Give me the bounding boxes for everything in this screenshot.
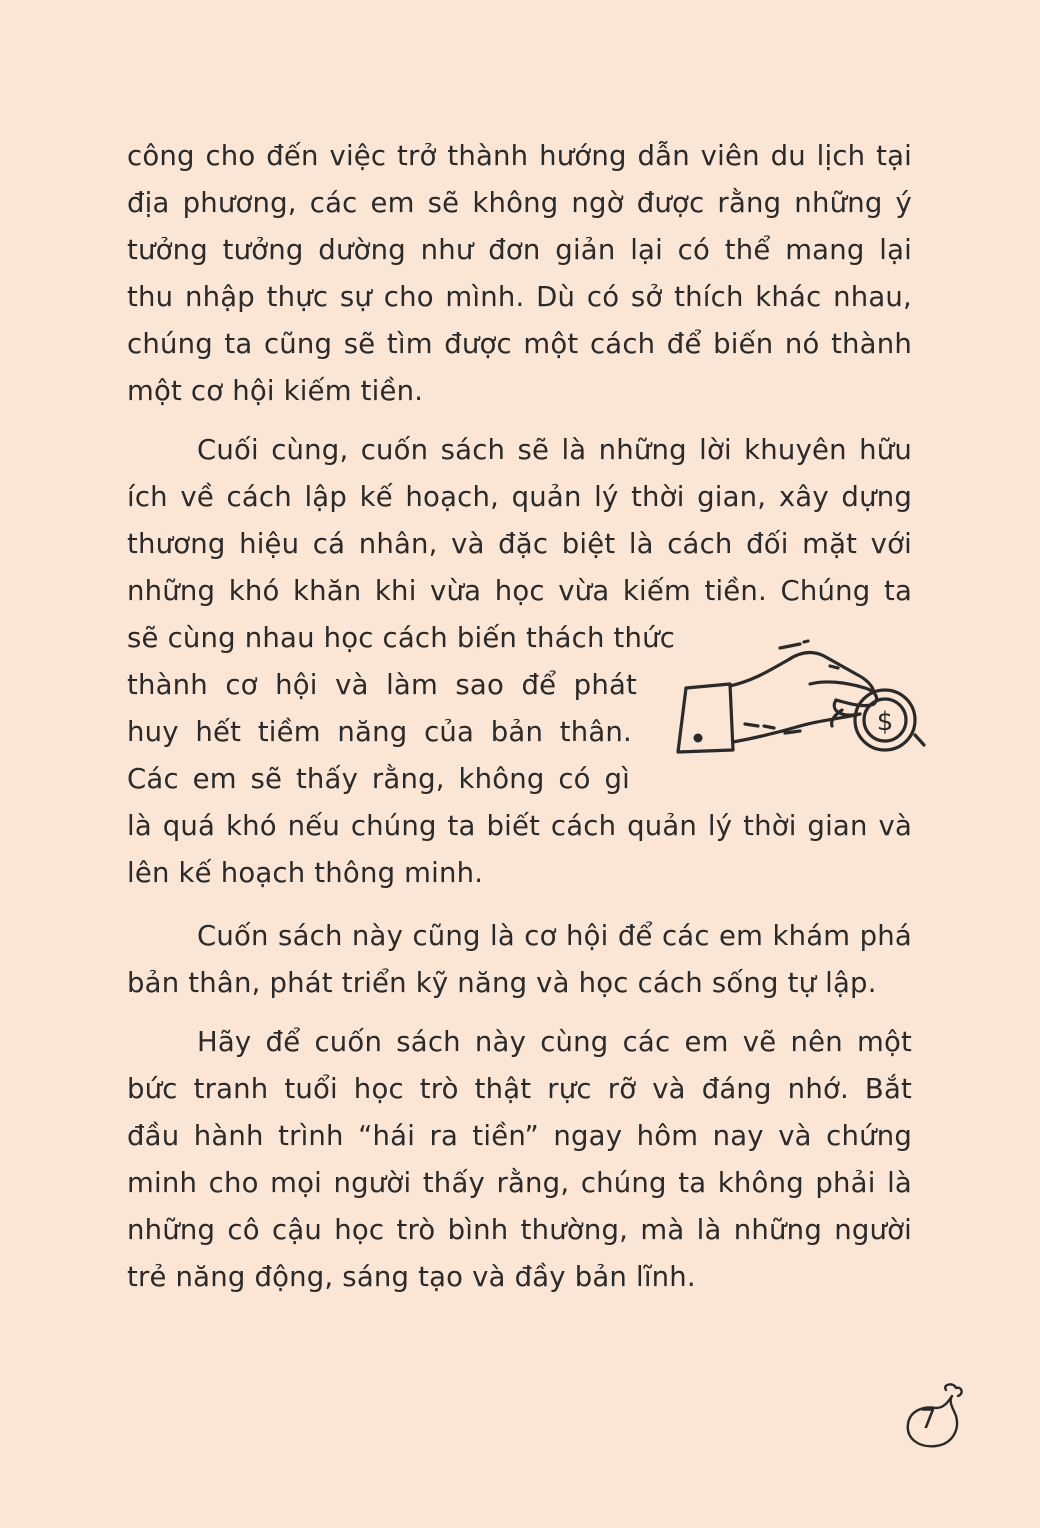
paragraph-1 [127, 133, 912, 415]
text-line: minh cho mọi người thấy rằng, chúng ta không phải là [127, 1167, 912, 1199]
text-line: chúng ta cũng sẽ tìm được một cách để biến nó thành [127, 328, 912, 360]
text-line: thương hiệu cá nhân, và đặc biệt là cách đối mặt với [127, 528, 912, 560]
text-line: trẻ năng động, sáng tạo và đầy bản lĩnh. [127, 1261, 696, 1293]
text-line: Hãy để cuốn sách này cùng các em vẽ nên một [197, 1026, 912, 1058]
text-line: một cơ hội kiếm tiền. [127, 375, 424, 407]
text-line: là quá khó nếu chúng ta biết cách quản lý thời gian và [127, 810, 912, 842]
text-line: những khó khăn khi vừa học vừa kiếm tiền. Chúng ta [127, 575, 912, 607]
text-line: tưởng tưởng dường như đơn giản lại có thể mang lại [127, 234, 912, 266]
text-line: huy hết tiềm năng của bản thân. [127, 716, 632, 748]
text-line: sẽ cùng nhau học cách biến thách thức [127, 622, 676, 654]
text-line: bản thân, phát triển kỹ năng và học cách sống tự lập. [127, 967, 877, 999]
coin-symbol: $ [876, 707, 894, 737]
text-line: lên kế hoạch thông minh. [127, 857, 484, 889]
text-line: công cho đến việc trở thành hướng dẫn viên du lịch tại [127, 140, 912, 172]
text-line: địa phương, các em sẽ không ngờ được rằng những ý [127, 187, 912, 219]
hand-holding-coin-icon [660, 630, 930, 760]
page-number: 7 [919, 1404, 937, 1435]
text-line: Cuốn sách này cũng là cơ hội để các em khám phá [197, 920, 912, 952]
text-line: thành cơ hội và làm sao để phát [127, 669, 637, 701]
paragraph-4 [127, 1019, 912, 1301]
text-line: ích về cách lập kế hoạch, quản lý thời gian, xây dựng [127, 481, 912, 513]
text-line: những cô cậu học trò bình thường, mà là những người [127, 1214, 912, 1246]
text-line: Các em sẽ thấy rằng, không có gì [127, 763, 630, 795]
text-line: đầu hành trình “hái ra tiền” ngay hôm nay và chứng [127, 1120, 912, 1152]
paragraph-3 [127, 913, 912, 1007]
text-line: thu nhập thực sự cho mình. Dù có sở thích khác nhau, [127, 281, 912, 313]
text-line: bức tranh tuổi học trò thật rực rỡ và đáng nhớ. Bắt [127, 1073, 912, 1105]
text-line: Cuối cùng, cuốn sách sẽ là những lời khuyên hữu [197, 434, 912, 466]
